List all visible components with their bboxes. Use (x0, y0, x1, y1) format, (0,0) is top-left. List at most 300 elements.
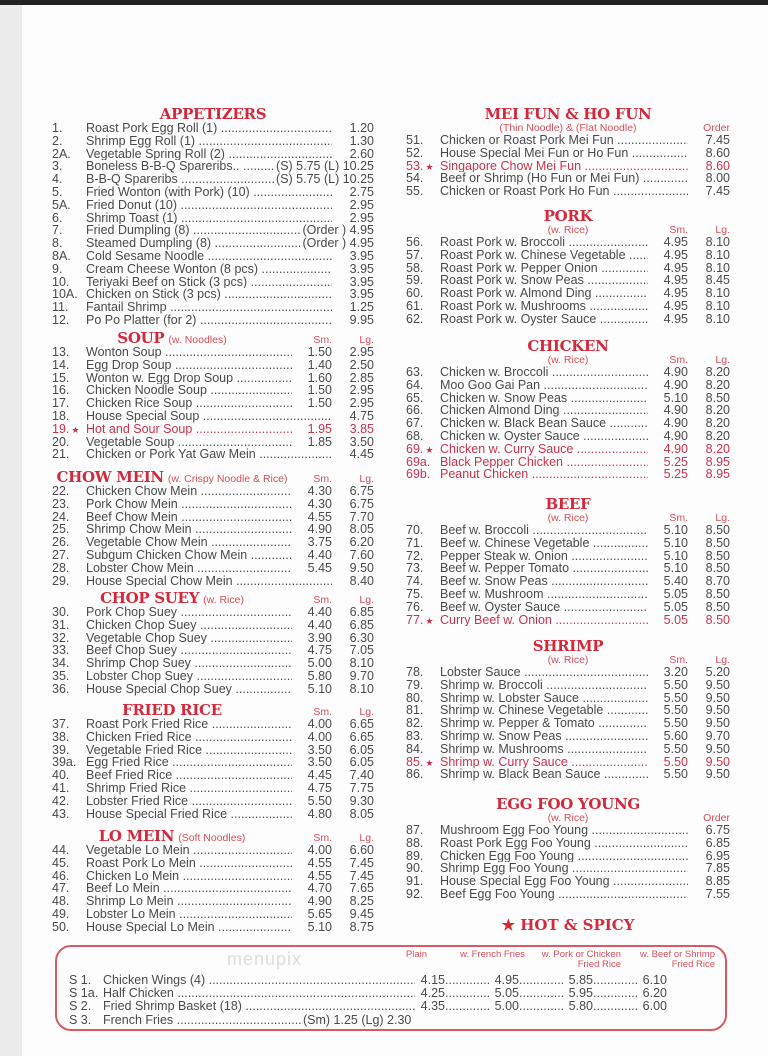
item-number-text: 18. (52, 409, 70, 423)
item-number (52, 314, 86, 327)
item-price-large: 8.10 (705, 312, 730, 326)
item-number-text: 34. (52, 657, 70, 670)
item-price-small: 4.40 (307, 548, 332, 562)
item-number-text: 16. (52, 384, 70, 398)
section-header (406, 208, 730, 224)
item-number (52, 857, 86, 870)
item-name: Roast Pork Egg Foo Young ..... (440, 837, 688, 850)
item-price-large: 6.75 (349, 497, 374, 511)
section-subtitle: (w. Rice) (547, 654, 589, 666)
item-price-small: 5.50 (663, 704, 688, 718)
item-name: Roast Pork w. Broccoli ..... (440, 236, 648, 249)
menu-item (406, 287, 730, 300)
item-number (52, 160, 86, 173)
menu-item (52, 212, 374, 225)
menu-item (406, 524, 730, 537)
hot-spicy-star-icon: ★ (425, 161, 434, 172)
item-number (52, 895, 86, 908)
item-price-large: 6.30 (349, 631, 374, 645)
item-price: 2.60 (349, 147, 374, 161)
item-price: 2.75 (349, 185, 374, 199)
item-number (406, 456, 440, 469)
item-name: Shrimp w. Black Bean Sauce ..... (440, 768, 648, 781)
menu-item (52, 731, 374, 744)
item-price: 3.95 (349, 275, 374, 289)
item-number (52, 870, 86, 883)
item-name: Roast Pork Egg Roll (1) ..... (86, 122, 332, 135)
item-price-large: 6.75 (349, 485, 374, 498)
item-name: Fried Wonton (with Pork) (10) ..... (86, 186, 332, 199)
item-price-small: 5.50 (663, 768, 688, 782)
item-price-large: 7.45 (349, 856, 374, 870)
item-number (406, 704, 440, 717)
menu-section-soup (52, 330, 374, 461)
item-price-small: 5.10 (307, 920, 332, 934)
item-number-text: 30. (52, 606, 70, 619)
column-label-large: Lg. (359, 706, 374, 718)
item-price-small: 4.00 (307, 718, 332, 731)
section-title: CHICKEN (527, 337, 609, 355)
item-name: Vegetable Fried Rice ..... (86, 744, 292, 757)
menu-item (406, 313, 730, 326)
item-price-small: 4.90 (663, 366, 688, 379)
item-number-text: 61. (406, 299, 424, 313)
item-number (406, 550, 440, 563)
item-name: Shrimp Lo Mein ..... (86, 895, 292, 908)
item-price-plain (415, 1000, 445, 1013)
menu-item (406, 417, 730, 430)
item-price-small: 5.10 (663, 391, 688, 405)
item-name: Chicken w. Broccoli ..... (440, 366, 648, 379)
item-name: Beef w. Chinese Vegetable ..... (440, 537, 648, 550)
item-number (406, 862, 440, 875)
item-price-small: 4.55 (307, 869, 332, 883)
item-number-text: 26. (52, 536, 70, 549)
section-header (52, 106, 374, 122)
item-number-text: 56. (406, 236, 424, 249)
item-number-text: 8A. (52, 249, 71, 263)
item-number (52, 744, 86, 757)
menu-item (52, 276, 374, 289)
item-number-text: 69. (406, 442, 424, 456)
item-number-text: 5. (52, 185, 63, 199)
item-price-large: 8.50 (705, 600, 730, 614)
item-price-value: 4.95 (494, 974, 519, 987)
item-price-large: 8.05 (349, 523, 374, 537)
item-number-text: 37. (52, 718, 70, 731)
item-price-large: 8.05 (349, 807, 374, 821)
item-number (52, 795, 86, 808)
item-number-text: 68. (406, 429, 424, 443)
menu-item (406, 768, 730, 781)
menu-item (406, 704, 730, 717)
item-price-small: 5.65 (307, 907, 332, 921)
item-name: Fried Dumpling (8) ..... (86, 224, 300, 237)
item-price-large: 9.30 (349, 794, 374, 808)
item-price-large: 6.85 (349, 618, 374, 632)
item-number (406, 717, 440, 730)
item-name: Lobster Chow Mein ..... (86, 562, 292, 575)
item-number (52, 606, 86, 619)
item-number (52, 224, 86, 237)
menu-item (406, 430, 730, 443)
item-number (52, 632, 86, 645)
item-price-small: 4.95 (663, 312, 688, 326)
item-name: Shrimp w. Mushrooms ..... (440, 743, 648, 756)
item-number-text: 21. (52, 448, 70, 462)
item-name: House Special Chop Suey ..... (86, 683, 292, 696)
item-price-value: 5.80 (568, 1000, 593, 1014)
item-number-text: 85. (406, 755, 424, 769)
item-price-large: 9.70 (705, 729, 730, 743)
item-number-text: 55. (406, 185, 424, 198)
item-name: Shrimp Chow Mein ..... (86, 523, 292, 536)
item-number (52, 212, 86, 225)
item-name: Roast Pork w. Pepper Onion ..... (440, 262, 648, 275)
item-name: Teriyaki Beef on Stick (3 pcs) ..... (86, 276, 332, 289)
hot-spicy-star-icon: ★ (425, 444, 434, 455)
item-number (52, 511, 86, 524)
menu-item (52, 511, 374, 524)
item-number (406, 743, 440, 756)
item-price-large: 6.05 (349, 756, 374, 770)
item-price-pork-chicken-rice (519, 987, 593, 1000)
item-price-large: 6.05 (349, 743, 374, 757)
item-price: 2.95 (349, 198, 374, 212)
menu-item (406, 147, 730, 160)
menu-item (52, 250, 374, 263)
menu-item (52, 575, 374, 588)
item-name: House Special Mei Fun or Ho Fun ..... (440, 147, 688, 160)
item-number-text: 32. (52, 631, 70, 645)
item-price: 8.00 (705, 172, 730, 186)
item-number-text: 39. (52, 743, 70, 757)
item-number-text: 33. (52, 644, 70, 658)
item-price: 6.75 (705, 824, 730, 837)
item-price-small: 5.05 (663, 587, 688, 601)
item-number-text: 38. (52, 730, 70, 744)
menu-item (406, 756, 730, 769)
item-number-text: 92. (406, 887, 424, 901)
section-subtitle: (w. Rice) (547, 354, 589, 366)
item-number-text: 52. (406, 146, 424, 160)
item-name: Moo Goo Gai Pan ..... (440, 379, 648, 392)
menu-item (52, 314, 374, 327)
item-number-text: 19. (52, 422, 70, 436)
item-number-text: 69a. (406, 455, 431, 469)
menu-item (406, 562, 730, 575)
item-number (52, 122, 86, 135)
item-price-large: 5.20 (705, 666, 730, 679)
item-number (406, 850, 440, 863)
column-label-small: Sm. (313, 594, 333, 606)
item-price-large: 2.95 (349, 346, 374, 359)
menu-section-chow-mein (52, 469, 374, 587)
item-price: 7.45 (705, 185, 730, 198)
item-name: House Special Chow Mein ..... (86, 575, 332, 588)
hot-spicy-star-icon: ★ (425, 615, 434, 626)
item-name: Roast Pork w. Chinese Vegetable ..... (440, 249, 648, 262)
item-name: Shrimp Fried Rice ..... (86, 782, 292, 795)
menu-item (52, 769, 374, 782)
item-price-large: 8.70 (705, 575, 730, 588)
item-price-large: 7.05 (349, 644, 374, 658)
section-subtitle-row (406, 354, 730, 366)
item-price-small: 5.40 (663, 575, 688, 588)
item-name: Wonton w. Egg Drop Soup ..... (86, 372, 292, 385)
item-number (52, 301, 86, 314)
item-price-large: 8.20 (705, 429, 730, 443)
item-number (52, 263, 86, 276)
specials-header-plain: Plain (405, 949, 427, 960)
item-price-small: 4.90 (663, 442, 688, 456)
item-price-small: 4.00 (307, 844, 332, 857)
menu-item (406, 888, 730, 901)
scan-edge-top (0, 0, 768, 5)
menu-item (406, 262, 730, 275)
item-number-text: 57. (406, 248, 424, 262)
item-number (52, 921, 86, 934)
item-price: 4.75 (349, 409, 374, 423)
item-number (406, 366, 440, 379)
item-number (406, 537, 440, 550)
menu-item (52, 619, 374, 632)
item-price-large: 6.65 (349, 730, 374, 744)
menu-item (52, 372, 374, 385)
item-price-small: 4.95 (663, 287, 688, 300)
item-number (52, 410, 86, 423)
item-number-text: 69b. (406, 468, 431, 482)
item-price-small: 3.50 (307, 756, 332, 770)
item-name: Vegetable Chop Suey ..... (86, 632, 292, 645)
item-price-value: 4.35 (420, 1000, 445, 1014)
section-header (52, 590, 374, 606)
item-price-large: 2.50 (349, 358, 374, 372)
item-price-small: 4.80 (307, 807, 332, 821)
item-name: Chicken Rice Soup ..... (86, 397, 292, 410)
item-number (406, 562, 440, 575)
menu-item (406, 404, 730, 417)
item-price: 7.45 (705, 134, 730, 147)
section-subtitle: (w. Noodles) (168, 334, 227, 346)
item-number (406, 875, 440, 888)
item-number (52, 359, 86, 372)
hot-spicy-star-icon: ★ (71, 424, 80, 435)
item-price-small: 5.10 (663, 524, 688, 537)
item-number (406, 824, 440, 837)
item-number-text: 81. (406, 704, 424, 718)
column-label-large: Lg. (359, 473, 374, 485)
column-label-large: Lg. (715, 654, 730, 666)
item-price-small: 1.60 (307, 371, 332, 385)
menu-item (52, 448, 374, 461)
menu-item (406, 134, 730, 147)
item-number (406, 147, 440, 160)
item-price-large: 8.20 (705, 442, 730, 456)
section-header (406, 796, 730, 812)
item-number (52, 756, 86, 769)
section-subtitle-row (406, 512, 730, 524)
item-number (52, 731, 86, 744)
item-price-large: 8.20 (705, 378, 730, 392)
item-number (406, 768, 440, 781)
item-price-small: 5.25 (663, 468, 688, 482)
menu-item (52, 744, 374, 757)
item-price-large: 8.10 (349, 682, 374, 696)
item-price-large: 3.50 (349, 435, 374, 449)
item-name: Half Chicken ..... (103, 987, 415, 1000)
specials-header-pork-chicken-rice: w. Pork or Chicken Fried Rice (541, 949, 621, 970)
item-number (52, 135, 86, 148)
section-subtitle: (Soft Noodles) (178, 832, 246, 844)
item-name: Shrimp w. Pepper & Tomato ..... (440, 717, 648, 730)
item-price: 7.85 (705, 862, 730, 876)
item-price-small: 5.45 (307, 561, 332, 575)
item-number (52, 173, 86, 186)
section-subtitle-row (406, 654, 730, 666)
item-number-text: 22. (52, 485, 70, 498)
item-number (406, 756, 440, 769)
item-name: Chicken w. Snow Peas ..... (440, 392, 648, 405)
item-number: S 1a. (69, 986, 99, 1001)
item-number-text: 1. (52, 122, 63, 135)
item-price-value: 5.05 (494, 987, 519, 1001)
specials-item (69, 987, 711, 1000)
item-number-text: 24. (52, 510, 70, 524)
menu-item (52, 632, 374, 645)
item-number (406, 666, 440, 679)
item-number (52, 882, 86, 895)
item-number-text: 72. (406, 549, 424, 563)
item-number (406, 300, 440, 313)
item-name: Lobster Chop Suey ..... (86, 670, 292, 683)
scan-edge-left (0, 5, 22, 1056)
item-name: Beef w. Broccoli ..... (440, 524, 648, 537)
item-price-pork-chicken-rice (519, 1000, 593, 1013)
item-price-small: 3.50 (307, 743, 332, 757)
section-subtitle-row (406, 812, 730, 824)
section-header (406, 106, 730, 122)
item-number-text: 51. (406, 134, 424, 147)
item-price-small: 4.95 (663, 236, 688, 249)
menu-item (52, 436, 374, 449)
item-number-text: 53. (406, 159, 424, 173)
item-number (52, 423, 86, 436)
item-number-text: 58. (406, 261, 424, 275)
item-price: (S) 5.75 (L) 10.25 (276, 173, 374, 186)
item-number (52, 346, 86, 359)
menu-item (52, 397, 374, 410)
item-price-small: 1.50 (307, 346, 332, 359)
menu-section-lo-mein (52, 828, 374, 934)
section-subtitle: (w. Rice) (203, 594, 244, 606)
section-header (406, 338, 730, 354)
item-price-small: 4.40 (307, 606, 332, 619)
column-label-large: Lg. (359, 832, 375, 844)
item-price-fries (445, 987, 519, 1000)
item-name: Fried Shrimp Basket (18) ..... (103, 1000, 415, 1013)
item-name: Beef w. Oyster Sauce ..... (440, 601, 648, 614)
item-number (52, 782, 86, 795)
item-price-plain (415, 987, 445, 1000)
item-number-text: 36. (52, 682, 70, 696)
item-name: House Special Soup ..... (86, 410, 332, 423)
item-name: Black Pepper Chicken ..... (440, 456, 648, 469)
item-price-large: 8.10 (705, 248, 730, 262)
section-title: FRIED RICE (122, 701, 222, 719)
item-number-text: 9. (52, 262, 63, 276)
item-number-text: 7. (52, 224, 63, 238)
item-price-large: 9.50 (705, 768, 730, 782)
item-price-small: 4.30 (307, 485, 332, 498)
item-price-small: 1.50 (307, 384, 332, 398)
item-price-small: 4.75 (307, 781, 332, 795)
item-number-text: 74. (406, 575, 424, 588)
item-price-value: 4.15 (420, 974, 445, 987)
item-price-large: 6.60 (349, 844, 374, 857)
column-label-small: Sm. (313, 832, 333, 844)
item-price-beef-shrimp-rice (593, 1000, 667, 1013)
item-price: (S) 5.75 (L) 10.25 (276, 160, 374, 174)
item-price: 8.85 (705, 875, 730, 888)
item-price-small: 5.50 (663, 755, 688, 769)
item-price-large: 9.45 (349, 907, 374, 921)
item-price-large: 7.60 (349, 548, 374, 562)
item-name: Singapore Chow Mei Fun ..... (440, 160, 688, 173)
item-number-text: 8. (52, 237, 63, 250)
watermark: menupix (227, 949, 303, 969)
item-price-large: 8.50 (705, 549, 730, 563)
item-name: Beef Chow Mein ..... (86, 511, 292, 524)
item-name: Shrimp w. Snow Peas ..... (440, 730, 648, 743)
item-price-large: 7.45 (349, 869, 374, 883)
menu-item (52, 173, 374, 186)
item-number (406, 262, 440, 275)
item-name: Beef w. Pepper Tomato ..... (440, 562, 648, 575)
section-title: SOUP (117, 329, 165, 347)
item-name: Roast Pork w. Snow Peas ..... (440, 274, 648, 287)
item-price-small: 5.00 (307, 657, 332, 670)
menu-section-pork (406, 208, 730, 326)
menu-item (52, 921, 374, 934)
item-price: 4.45 (349, 448, 374, 462)
item-price-small: 4.40 (307, 618, 332, 632)
item-number-text: 10A. (52, 288, 78, 302)
item-number (406, 185, 440, 198)
item-number-text: 60. (406, 287, 424, 300)
item-number (406, 468, 440, 481)
menu-item (52, 908, 374, 921)
item-price-large: 8.45 (705, 274, 730, 288)
item-number-text: 43. (52, 807, 70, 821)
menu-item (52, 782, 374, 795)
menu-item (52, 160, 374, 173)
menu-item (406, 443, 730, 456)
item-number-text: 71. (406, 536, 424, 550)
menu-item (406, 875, 730, 888)
item-name: Fantail Shrimp ..... (86, 301, 332, 314)
menu-item (406, 601, 730, 614)
menu-item (406, 236, 730, 249)
hot-spicy-star-icon: ★ (425, 757, 434, 768)
item-number (406, 379, 440, 392)
item-number (52, 536, 86, 549)
item-number (406, 837, 440, 850)
menu-item (406, 300, 730, 313)
specials-list (69, 974, 711, 1027)
section-title: EGG FOO YOUNG (496, 795, 640, 813)
item-price-small: 5.05 (663, 613, 688, 627)
